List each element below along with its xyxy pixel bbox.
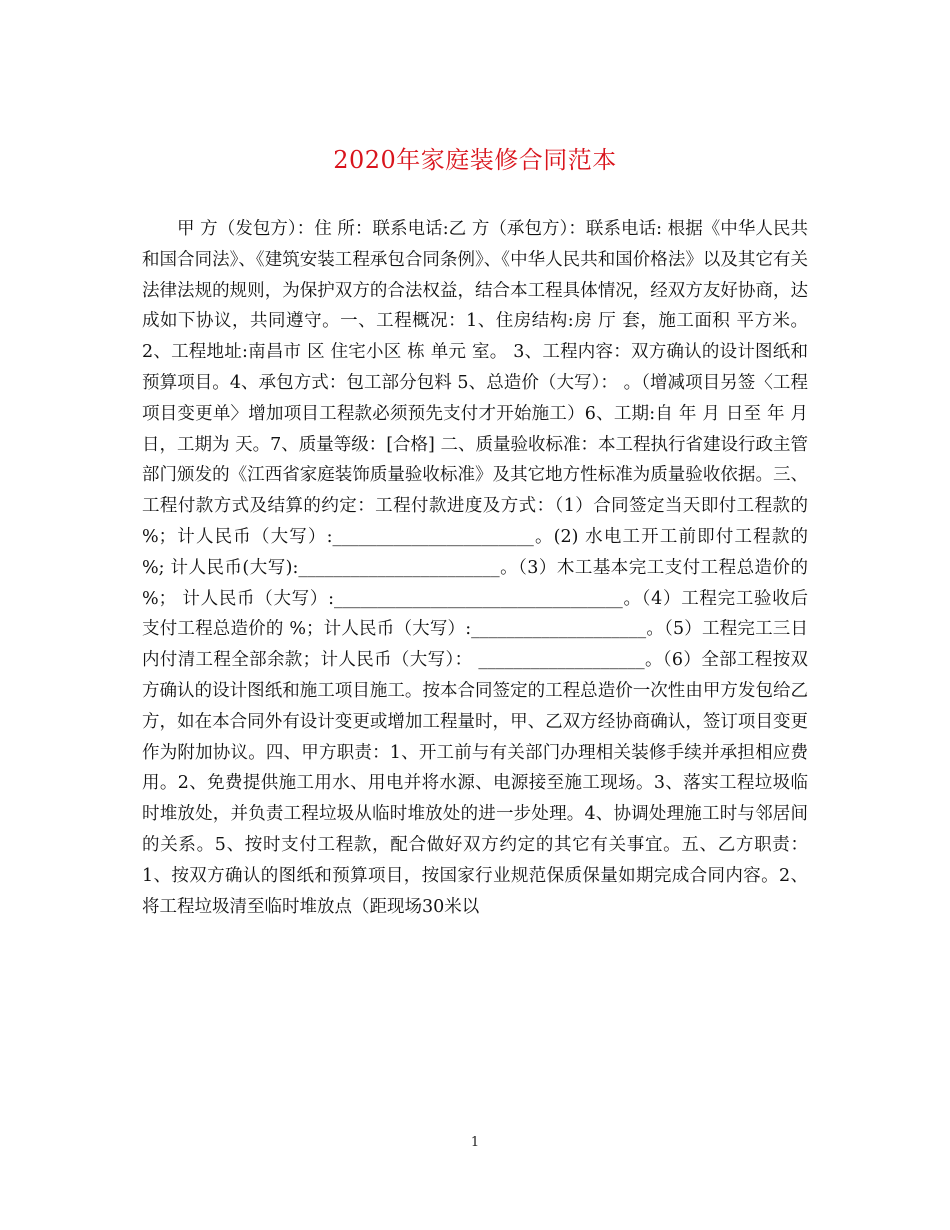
contract-body-paragraph: 甲 方（发包方）：住 所：联系电话:乙 方（承包方）：联系电话: 根据《中华人民共和国合同法》、《建筑安装工程承包合同条例》、《中华人民共和国价格法》以及其它有关法律法规的规则，为保护双方的合法权益，结合本工程具体情况，经双方友好协商，达成如下协议，共同遵守。一、工程概况：1、住房结构:房 厅 套，施工面积 平方米。2、工程地址:南昌市 区 住宅小区 栋 单元 室。 3、工程内容：双方确认的设计图纸和预算项目。4、承包方式：包工部分包料 5、总造价（大写）： 。（增减项目另签〈工程项目变更单〉增加项目工程款必须预先支付才开始施工）6、工期:自 年 月 日至 年 月 日，工期为 天。7、质量等级：[合格] 二、质量验收标准：本工程执行省建设行政主管部门颁发的《江西省家庭装饰质量验收标准》及其它地方性标准为质量验收依据。三、工程付款方式及结算的约定：工程付款进度及方式：（1）合同签定当天即付工程款的 %；计人民币（大写）:_______________________。(2) 水电工开工前即付工程款的 %; 计人民币(大写):_______________________。（3）木工基本完工支付工程总造价的 %； 计人民币（大写）:_________________________________。（4）工程完工验收后支付工程总造价的 %；计人民币（大写）:____________________。（5）工程完工三日内付清工程全部余款；计人民币（大写）： ___________________。（6）全部工程按双方确认的设计图纸和施工项目施工。按本合同签定的工程总造价一次性由甲方发包给乙方，如在本合同外有设计变更或增加工程量时，甲、乙双方经协商确认，签订项目变更作为附加协议。四、甲方职责：1、开工前与有关部门办理相关装修手续并承担相应费用。2、免费提供施工用水、用电并将水源、电源接至施工现场。3、落实工程垃圾临时堆放处，并负责工程垃圾从临时堆放处的进一步处理。4、协调处理施工时与邻居间的关系。5、按时支付工程款，配合做好双方约定的其它有关事宜。五、乙方职责：1、按双方确认的图纸和预算项目，按国家行业规范保质保量如期完成合同内容。2、将工程垃圾清至临时堆放点（距现场30米以 xyxy=(142,219,808,917)
document-title: 2020年家庭装修合同范本 xyxy=(333,146,617,174)
page-number: 1 xyxy=(470,1135,480,1150)
